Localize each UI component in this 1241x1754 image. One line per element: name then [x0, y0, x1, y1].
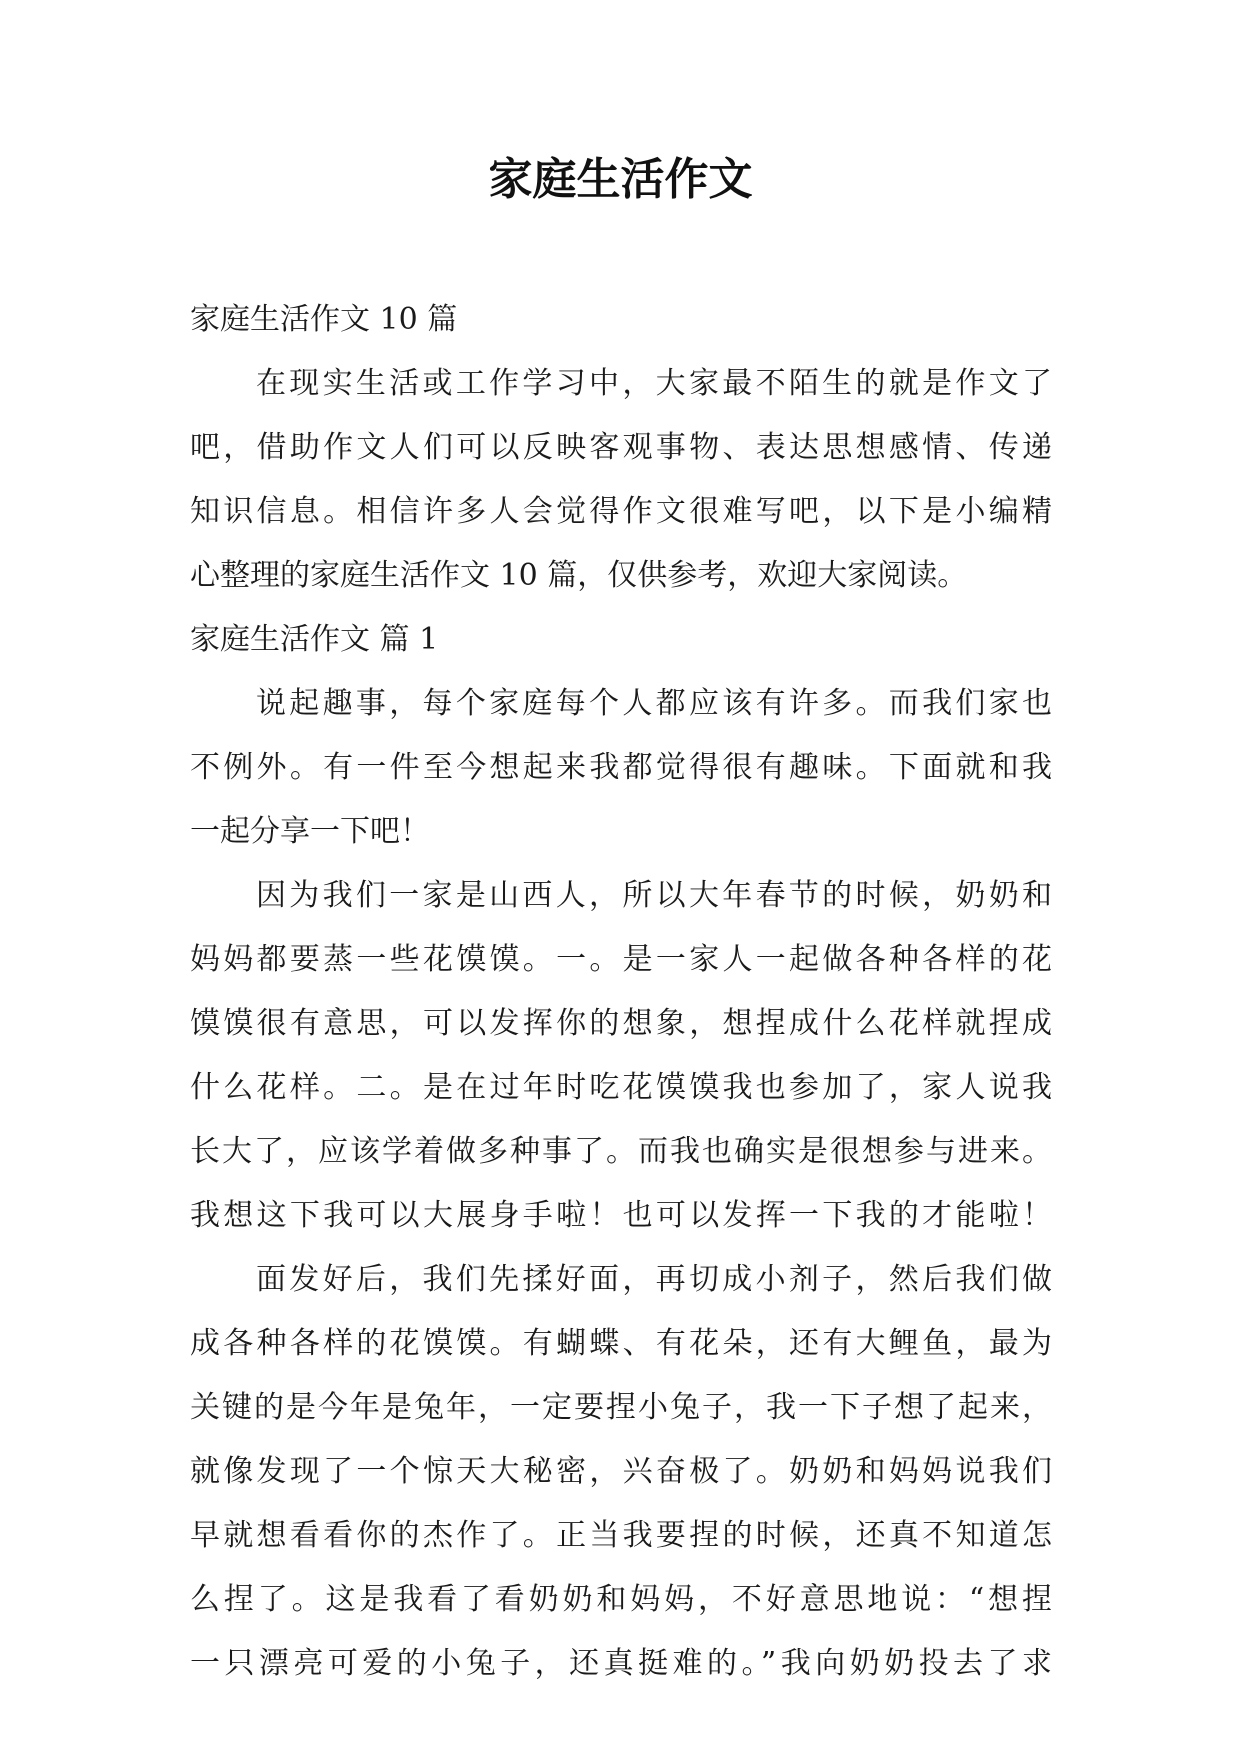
paragraph-line: 不例外。有一件至今想起来我都觉得很有趣味。下面就和我 — [190, 750, 1052, 785]
paragraph-line: 因为我们一家是山西人，所以大年春节的时候，奶奶和 — [256, 878, 1052, 913]
paragraph-line: 面发好后，我们先揉好面，再切成小剂子，然后我们做 — [256, 1262, 1052, 1297]
paragraph-line: 馍馍很有意思，可以发挥你的想象，想捏成什么花样就捏成 — [190, 1006, 1052, 1041]
paragraph-line: 心整理的家庭生活作文 10 篇，仅供参考，欢迎大家阅读。 — [190, 558, 968, 593]
paragraph-line: 么捏了。这是我看了看奶奶和妈妈，不好意思地说：“想捏 — [190, 1582, 1052, 1617]
document-title: 家庭生活作文 — [488, 154, 753, 205]
paragraph-line: 知识信息。相信许多人会觉得作文很难写吧，以下是小编精 — [190, 494, 1052, 529]
paragraph-line: 一起分享一下吧！ — [190, 814, 430, 849]
document-body — [190, 288, 1052, 1696]
paragraph-line: 早就想看看你的杰作了。正当我要捏的时候，还真不知道怎 — [190, 1518, 1052, 1553]
subtitle-line: 家庭生活作文 10 篇 — [190, 302, 458, 337]
paragraph-line: 什么花样。二。是在过年时吃花馍馍我也参加了，家人说我 — [190, 1070, 1052, 1105]
paragraph-line: 就像发现了一个惊天大秘密，兴奋极了。奶奶和妈妈说我们 — [190, 1454, 1052, 1489]
section-heading: 家庭生活作文 篇 1 — [190, 622, 439, 657]
paragraph-line: 关键的是今年是兔年，一定要捏小兔子，我一下子想了起来， — [190, 1390, 1052, 1425]
paragraph-line: 说起趣事，每个家庭每个人都应该有许多。而我们家也 — [256, 686, 1052, 721]
paragraph-line: 成各种各样的花馍馍。有蝴蝶、有花朵，还有大鲤鱼，最为 — [190, 1326, 1052, 1361]
paragraph-line: 一只漂亮可爱的小兔子，还真挺难的。”我向奶奶投去了求 — [190, 1646, 1052, 1681]
paragraph-line: 吧，借助作文人们可以反映客观事物、表达思想感情、传递 — [190, 430, 1052, 465]
paragraph-line: 在现实生活或工作学习中，大家最不陌生的就是作文了 — [256, 366, 1052, 401]
paragraph-line: 我想这下我可以大展身手啦！也可以发挥一下我的才能啦！ — [190, 1198, 1052, 1233]
paragraph-line: 妈妈都要蒸一些花馍馍。一。是一家人一起做各种各样的花 — [190, 942, 1052, 977]
paragraph-line: 长大了，应该学着做多种事了。而我也确实是很想参与进来。 — [190, 1134, 1052, 1169]
